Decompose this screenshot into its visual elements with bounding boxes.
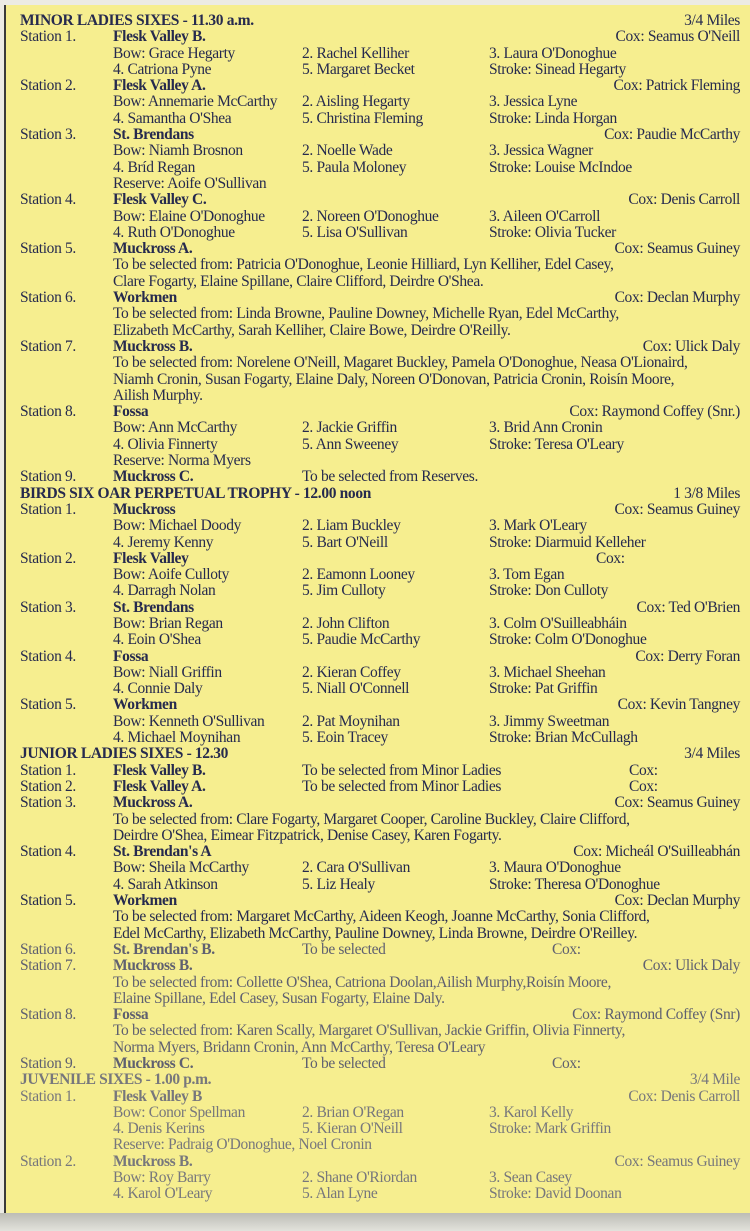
rower-name: Stroke: Don Culloty xyxy=(489,582,609,600)
cox-name: Cox: Raymond Coffey (Snr.) xyxy=(569,403,740,421)
reserve-name: Reserve: Aoife O'Sullivan xyxy=(113,174,267,192)
selection-note: To be selected from Reserves. xyxy=(302,468,478,486)
station-header xyxy=(6,241,750,257)
crew-row xyxy=(6,730,750,746)
selection-list-line xyxy=(6,812,750,828)
station-entry xyxy=(6,1154,750,1203)
crew-name: Flesk Valley A. xyxy=(113,77,206,95)
station-header xyxy=(6,893,750,909)
rower-name: 2. Pat Moynihan xyxy=(302,712,400,730)
crew-row xyxy=(6,1105,750,1121)
rower-name: Bow: Kenneth O'Sullivan xyxy=(113,712,265,730)
rower-name: Bow: Michael Doody xyxy=(113,517,242,535)
rower-name: Stroke: Colm O'Donoghue xyxy=(489,631,647,649)
station-header xyxy=(6,942,750,958)
rower-name: Stroke: Theresa O'Donoghue xyxy=(489,875,660,893)
cox-name: Cox: Derry Foran xyxy=(635,647,740,665)
crew-name: St. Brendans xyxy=(113,598,194,616)
crew-name: St. Brendans xyxy=(113,126,194,144)
station-number: Station 1. xyxy=(20,28,76,46)
crew-name: Flesk Valley A. xyxy=(113,777,206,795)
station-entry xyxy=(6,763,750,779)
crew-row xyxy=(6,111,750,127)
crew-name: Flesk Valley B. xyxy=(113,761,206,779)
cox-name: Cox: Paudie McCarthy xyxy=(604,126,740,144)
cox-name: Cox: Patrick Fleming xyxy=(613,77,740,95)
rower-name: 3. Brid Ann Cronin xyxy=(489,419,603,437)
station-entry xyxy=(6,551,750,600)
crew-name: Workmen xyxy=(113,892,177,910)
crew-row xyxy=(6,437,750,453)
cox-name: Cox: Seamus Guiney xyxy=(614,1152,740,1170)
station-number: Station 4. xyxy=(20,843,76,861)
rower-name: 2. Noreen O'Donoghue xyxy=(302,207,439,225)
race-distance: 3/4 Miles xyxy=(684,745,740,763)
crew-row xyxy=(6,420,750,436)
rower-name: Stroke: Brian McCullagh xyxy=(489,729,638,747)
station-number: Station 6. xyxy=(20,940,76,958)
cox-name: Cox: Micheál O'Suilleabhán xyxy=(573,843,740,861)
race-title: JUVENILE SIXES - 1.00 p.m. xyxy=(20,1071,212,1089)
crew-row xyxy=(6,143,750,159)
cox-name: Cox: xyxy=(552,940,581,958)
selection-list: To be selected from: Linda Browne, Pauline Downey, Michelle Ryan, Edel McCarthy, xyxy=(113,305,619,323)
rower-name: Bow: Niall Griffin xyxy=(113,663,222,681)
rower-name: 4. Connie Daly xyxy=(113,680,203,698)
station-number: Station 2. xyxy=(20,777,76,795)
cox-name: Cox: xyxy=(629,761,658,779)
station-header xyxy=(6,78,750,94)
page-edge-shadow xyxy=(0,1213,750,1231)
station-header xyxy=(6,127,750,143)
station-entry xyxy=(6,958,750,1007)
selection-list-line xyxy=(6,1023,750,1039)
selection-list: Elaine Spillane, Edel Casey, Susan Fogarty, Elaine Daly. xyxy=(113,989,445,1007)
race-title: MINOR LADIES SIXES - 11.30 a.m. xyxy=(20,12,254,29)
station-header xyxy=(6,1089,750,1105)
crew-name: Flesk Valley B. xyxy=(113,28,206,46)
cox-name: Cox: xyxy=(629,777,658,795)
rower-name: 3. Jessica Lyne xyxy=(489,93,578,111)
crew-name: St. Brendan's A xyxy=(113,843,212,861)
reserve-name: Reserve: Norma Myers xyxy=(113,452,251,470)
crew-name: Muckross A. xyxy=(113,240,193,258)
rower-name: 4. Karol O'Leary xyxy=(113,1185,213,1203)
station-header xyxy=(6,1007,750,1023)
selection-note: To be selected from Minor Ladies xyxy=(302,777,502,795)
cox-name: Cox: Denis Carroll xyxy=(628,1087,740,1105)
station-header xyxy=(6,795,750,811)
station-number: Station 7. xyxy=(20,337,76,355)
reserve-name: Reserve: Padraig O'Donoghue, Noel Cronin xyxy=(113,1136,372,1154)
station-header xyxy=(6,844,750,860)
race-section xyxy=(6,1072,750,1202)
cox-name: Cox: Declan Murphy xyxy=(614,892,740,910)
rower-name: Bow: Conor Spellman xyxy=(113,1103,245,1121)
crew-row xyxy=(6,94,750,110)
station-entry xyxy=(6,779,750,795)
race-section xyxy=(6,13,750,486)
rower-name: 5. Jim Culloty xyxy=(302,582,386,600)
crew-name: Muckross B. xyxy=(113,337,193,355)
station-header xyxy=(6,404,750,420)
station-entry xyxy=(6,697,750,746)
cox-name: Cox: Denis Carroll xyxy=(628,191,740,209)
crew-row xyxy=(6,632,750,648)
rower-name: 5. Niall O'Connell xyxy=(302,680,410,698)
station-header xyxy=(6,29,750,45)
station-header xyxy=(6,290,750,306)
station-entry xyxy=(6,893,750,942)
cox-name: Cox: Seamus O'Neill xyxy=(615,28,740,46)
crew-row xyxy=(6,583,750,599)
rower-name: 3. Jessica Wagner xyxy=(489,142,593,160)
station-entry xyxy=(6,1089,750,1154)
station-entry xyxy=(6,942,750,958)
station-header xyxy=(6,958,750,974)
rower-name: 5. Margaret Becket xyxy=(302,60,415,78)
race-distance: 3/4 Miles xyxy=(684,12,740,29)
rower-name: Stroke: Linda Horgan xyxy=(489,109,617,127)
crew-row xyxy=(6,209,750,225)
station-number: Station 5. xyxy=(20,892,76,910)
crew-name: Fossa xyxy=(113,1006,149,1024)
race-heading xyxy=(6,486,750,502)
rower-name: 3. Colm O'Suilleabháin xyxy=(489,614,627,632)
rower-name: 5. Ann Sweeney xyxy=(302,435,399,453)
station-entry xyxy=(6,1056,750,1072)
rower-name: Stroke: Louise McIndoe xyxy=(489,158,632,176)
station-header xyxy=(6,502,750,518)
selection-list-line xyxy=(6,991,750,1007)
crew-row xyxy=(6,681,750,697)
rower-name: 3. Mark O'Leary xyxy=(489,517,587,535)
station-number: Station 7. xyxy=(20,957,76,975)
rower-name: 5. Kieran O'Neill xyxy=(302,1120,403,1138)
selection-list: Norma Myers, Bridann Cronin, Ann McCarthy, Teresa O'Leary xyxy=(113,1038,486,1056)
station-entry xyxy=(6,404,750,469)
crew-name: Fossa xyxy=(113,403,149,421)
rower-name: 3. Aileen O'Carroll xyxy=(489,207,601,225)
cox-name: Cox: Ted O'Brien xyxy=(636,598,740,616)
selection-list: To be selected from: Margaret McCarthy, Aideen Keogh, Joanne McCarthy, Sonia Clifford, xyxy=(113,908,650,926)
selection-list: To be selected from: Patricia O'Donoghue, Leonie Hilliard, Lyn Kelliher, Edel Casey, xyxy=(113,256,614,274)
rower-name: 2. Brian O'Regan xyxy=(302,1103,404,1121)
rower-name: Bow: Niamh Brosnon xyxy=(113,142,243,160)
selection-list-line xyxy=(6,926,750,942)
cox-name: Cox: Kevin Tangney xyxy=(617,696,740,714)
rower-name: 5. Liz Healy xyxy=(302,875,375,893)
station-number: Station 8. xyxy=(20,403,76,421)
station-number: Station 6. xyxy=(20,289,76,307)
selection-list-line xyxy=(6,909,750,925)
cox-name: Cox: Seamus Guiney xyxy=(614,240,740,258)
cox-name: Cox: xyxy=(552,1055,581,1072)
rower-name: 2. Noelle Wade xyxy=(302,142,393,160)
rower-name: Bow: Aoife Culloty xyxy=(113,566,229,584)
rower-name: 4. Olivia Finnerty xyxy=(113,435,218,453)
station-entry xyxy=(6,844,750,893)
rower-name: 4. Ruth O'Donoghue xyxy=(113,223,235,241)
station-number: Station 1. xyxy=(20,500,76,518)
station-number: Station 4. xyxy=(20,647,76,665)
rower-name: 4. Denis Kerins xyxy=(113,1120,205,1138)
crew-row xyxy=(6,46,750,62)
station-entry xyxy=(6,127,750,192)
crew-name: Muckross C. xyxy=(113,1055,194,1072)
cox-name: Cox: Seamus Guiney xyxy=(614,500,740,518)
crew-row xyxy=(6,1121,750,1137)
selection-list-line xyxy=(6,355,750,371)
station-number: Station 9. xyxy=(20,1055,76,1072)
rower-name: Bow: Elaine O'Donoghue xyxy=(113,207,265,225)
rower-name: 4. Darragh Nolan xyxy=(113,582,216,600)
rower-name: 2. Rachel Kelliher xyxy=(302,44,409,62)
selection-list: To be selected from: Collette O'Shea, Catriona Doolan,Ailish Murphy,Roisín Moore, xyxy=(113,973,611,991)
crew-name: Muckross xyxy=(113,500,176,518)
rower-name: 5. Christina Fleming xyxy=(302,109,423,127)
rower-name: Stroke: Diarmuid Kelleher xyxy=(489,533,646,551)
rower-name: Bow: Ann McCarthy xyxy=(113,419,238,437)
reserve-row xyxy=(6,1137,750,1153)
station-number: Station 2. xyxy=(20,1152,76,1170)
station-entry xyxy=(6,29,750,78)
rower-name: Stroke: Pat Griffin xyxy=(489,680,598,698)
station-number: Station 1. xyxy=(20,761,76,779)
crew-row xyxy=(6,714,750,730)
selection-list-line xyxy=(6,274,750,290)
station-entry xyxy=(6,78,750,127)
rower-name: 3. Sean Casey xyxy=(489,1169,572,1187)
rower-name: 4. Sarah Atkinson xyxy=(113,875,218,893)
cox-name: Cox: Declan Murphy xyxy=(614,289,740,307)
station-number: Station 3. xyxy=(20,794,76,812)
cox-name: Cox: Raymond Coffey (Snr) xyxy=(572,1006,740,1024)
race-heading xyxy=(6,746,750,762)
race-section xyxy=(6,746,750,1072)
station-entry xyxy=(6,192,750,241)
cox-name: Cox: xyxy=(596,549,625,567)
race-list xyxy=(6,13,750,1203)
rower-name: Stroke: Mark Griffin xyxy=(489,1120,611,1138)
race-heading xyxy=(6,1072,750,1088)
station-number: Station 1. xyxy=(20,1087,76,1105)
crew-name: Muckross C. xyxy=(113,468,194,486)
rower-name: 2. Liam Buckley xyxy=(302,517,401,535)
selection-list-line xyxy=(6,257,750,273)
station-entry xyxy=(6,241,750,290)
station-number: Station 2. xyxy=(20,549,76,567)
station-header xyxy=(6,469,750,485)
rower-name: Bow: Roy Barry xyxy=(113,1169,211,1187)
crew-name: Flesk Valley xyxy=(113,549,189,567)
selection-list: To be selected from: Karen Scally, Margaret O'Sullivan, Jackie Griffin, Olivia Finnerty, xyxy=(113,1022,625,1040)
rower-name: 4. Jeremy Kenny xyxy=(113,533,214,551)
rower-name: 3. Karol Kelly xyxy=(489,1103,574,1121)
rower-name: Stroke: Sinead Hegarty xyxy=(489,60,626,78)
crew-row xyxy=(6,225,750,241)
station-header xyxy=(6,1056,750,1072)
crew-name: Workmen xyxy=(113,289,177,307)
reserve-row xyxy=(6,453,750,469)
rower-name: 2. Jackie Griffin xyxy=(302,419,397,437)
selection-list: Deirdre O'Shea, Eimear Fitzpatrick, Denise Casey, Karen Fogarty. xyxy=(113,826,502,844)
station-number: Station 2. xyxy=(20,77,76,95)
crew-name: Flesk Valley C. xyxy=(113,191,207,209)
crew-row xyxy=(6,567,750,583)
station-number: Station 8. xyxy=(20,1006,76,1024)
rower-name: 2. Cara O'Sullivan xyxy=(302,859,410,877)
crew-row xyxy=(6,860,750,876)
crew-row xyxy=(6,665,750,681)
race-section xyxy=(6,486,750,747)
rower-name: 4. Catriona Pyne xyxy=(113,60,212,78)
cox-name: Cox: Ulick Daly xyxy=(642,337,740,355)
programme-page xyxy=(4,5,750,1213)
race-distance: 3/4 Mile xyxy=(689,1071,740,1089)
selection-list-line xyxy=(6,1040,750,1056)
selection-list: To be selected from: Norelene O'Neill, Magaret Buckley, Pamela O'Donoghue, Neasa O'Lionaird, xyxy=(113,354,688,372)
station-number: Station 3. xyxy=(20,598,76,616)
rower-name: 3. Laura O'Donoghue xyxy=(489,44,617,62)
rower-name: 2. Eamonn Looney xyxy=(302,566,415,584)
station-entry xyxy=(6,795,750,844)
race-distance: 1 3/8 Miles xyxy=(673,484,740,502)
selection-list: Clare Fogarty, Elaine Spillane, Claire Clifford, Deirdre O'Shea. xyxy=(113,272,484,290)
cox-name: Cox: Seamus Guiney xyxy=(614,794,740,812)
rower-name: 5. Eoin Tracey xyxy=(302,729,388,747)
rower-name: 4. Michael Moynihan xyxy=(113,729,241,747)
station-header xyxy=(6,551,750,567)
rower-name: Stroke: Olivia Tucker xyxy=(489,223,616,241)
station-number: Station 3. xyxy=(20,126,76,144)
station-number: Station 9. xyxy=(20,468,76,486)
crew-name: Flesk Valley B xyxy=(113,1087,202,1105)
selection-list-line xyxy=(6,323,750,339)
rower-name: 4. Eoin O'Shea xyxy=(113,631,201,649)
crew-row xyxy=(6,877,750,893)
station-number: Station 4. xyxy=(20,191,76,209)
crew-row xyxy=(6,535,750,551)
station-entry xyxy=(6,339,750,404)
rower-name: 3. Tom Egan xyxy=(489,566,565,584)
station-number: Station 5. xyxy=(20,240,76,258)
crew-name: St. Brendan's B. xyxy=(113,940,215,958)
station-entry xyxy=(6,600,750,649)
race-title: BIRDS SIX OAR PERPETUAL TROPHY - 12.00 noon xyxy=(20,484,371,502)
rower-name: Bow: Sheila McCarthy xyxy=(113,859,249,877)
station-entry xyxy=(6,649,750,698)
station-header xyxy=(6,779,750,795)
selection-note: To be selected from Minor Ladies xyxy=(302,761,502,779)
crew-row xyxy=(6,1186,750,1202)
crew-row xyxy=(6,160,750,176)
crew-row xyxy=(6,616,750,632)
selection-note: To be selected xyxy=(302,1055,386,1072)
rower-name: 2. John Clifton xyxy=(302,614,390,632)
station-entry xyxy=(6,502,750,551)
selection-list-line xyxy=(6,975,750,991)
crew-name: Muckross A. xyxy=(113,794,193,812)
rower-name: 2. Kieran Coffey xyxy=(302,663,401,681)
rower-name: 4. Samantha O'Shea xyxy=(113,109,232,127)
rower-name: Bow: Grace Hegarty xyxy=(113,44,235,62)
rower-name: 3. Michael Sheehan xyxy=(489,663,606,681)
rower-name: 5. Bart O'Neill xyxy=(302,533,388,551)
selection-list-line xyxy=(6,828,750,844)
rower-name: 3. Jimmy Sweetman xyxy=(489,712,610,730)
selection-list-line xyxy=(6,306,750,322)
crew-name: Muckross B. xyxy=(113,1152,193,1170)
station-header xyxy=(6,339,750,355)
rower-name: 3. Maura O'Donoghue xyxy=(489,859,621,877)
station-number: Station 5. xyxy=(20,696,76,714)
rower-name: Stroke: Teresa O'Leary xyxy=(489,435,624,453)
selection-list-line xyxy=(6,372,750,388)
rower-name: Stroke: David Doonan xyxy=(489,1185,622,1203)
station-entry xyxy=(6,469,750,485)
station-header xyxy=(6,192,750,208)
crew-row xyxy=(6,518,750,534)
station-header xyxy=(6,600,750,616)
rower-name: 2. Shane O'Riordan xyxy=(302,1169,417,1187)
selection-list: Elizabeth McCarthy, Sarah Kelliher, Claire Bowe, Deirdre O'Reilly. xyxy=(113,321,511,339)
selection-note: To be selected xyxy=(302,940,386,958)
station-header xyxy=(6,763,750,779)
rower-name: Bow: Brian Regan xyxy=(113,614,223,632)
rower-name: 5. Lisa O'Sullivan xyxy=(302,223,408,241)
selection-list: Edel McCarthy, Elizabeth McCarthy, Pauline Downey, Linda Browne, Deirdre O'Reilley. xyxy=(113,924,638,942)
rower-name: 5. Paudie McCarthy xyxy=(302,631,421,649)
crew-name: Workmen xyxy=(113,696,177,714)
race-title: JUNIOR LADIES SIXES - 12.30 xyxy=(20,745,229,763)
station-entry xyxy=(6,290,750,339)
race-heading xyxy=(6,13,750,29)
reserve-row xyxy=(6,176,750,192)
rower-name: 4. Bríd Regan xyxy=(113,158,195,176)
rower-name: 5. Paula Moloney xyxy=(302,158,407,176)
rower-name: 2. Aisling Hegarty xyxy=(302,93,410,111)
crew-row xyxy=(6,62,750,78)
station-entry xyxy=(6,1007,750,1056)
crew-name: Fossa xyxy=(113,647,149,665)
selection-list: Niamh Cronin, Susan Fogarty, Elaine Daly, Noreen O'Donovan, Patricia Cronin, Roisín Moore, xyxy=(113,370,675,388)
crew-name: Muckross B. xyxy=(113,957,193,975)
selection-list: To be selected from: Clare Fogarty, Margaret Cooper, Caroline Buckley, Claire Clifford, xyxy=(113,810,630,828)
station-header xyxy=(6,1154,750,1170)
selection-list-line xyxy=(6,388,750,404)
selection-list: Ailish Murphy. xyxy=(113,386,203,404)
station-header xyxy=(6,697,750,713)
crew-row xyxy=(6,1170,750,1186)
cox-name: Cox: Ulick Daly xyxy=(642,957,740,975)
station-header xyxy=(6,649,750,665)
rower-name: 5. Alan Lyne xyxy=(302,1185,378,1203)
rower-name: Bow: Annemarie McCarthy xyxy=(113,93,278,111)
